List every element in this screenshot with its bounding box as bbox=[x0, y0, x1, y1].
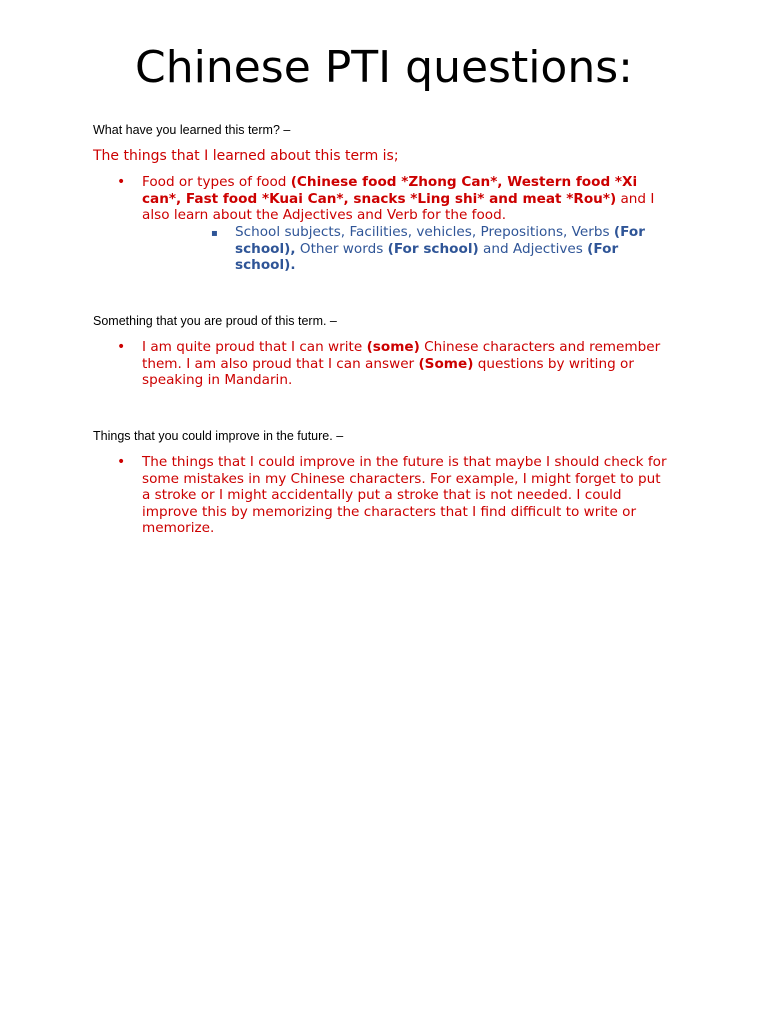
page-title: Chinese PTI questions: bbox=[135, 42, 633, 93]
bullet-marker: • bbox=[117, 174, 126, 190]
bullet-text: The things that I could improve in the future is that maybe I should check for some mistakes in my Chinese characters. For example, I might forget to put a stroke or I might accidentally put a stroke that is not needed. I could improve this by memorizing the characters that I find difficult to write or memorize. bbox=[142, 454, 667, 537]
answer-intro-learned: The things that I learned about this term is; bbox=[93, 148, 399, 164]
bullet-text: Food or types of food (Chinese food *Zhong Can*, Western food *Xi can*, Fast food *Kuai Can*, snacks *Ling shi* and meat *Rou*) and I also learn about the Adjectives and Verb for the food. bbox=[142, 174, 655, 224]
bullet-text: I am quite proud that I can write (some) Chinese characters and remember them. I am also proud that I can answer (Some) questions by writing or speaking in Mandarin. bbox=[142, 339, 661, 389]
bullet-marker: • bbox=[117, 339, 126, 355]
question-proud: Something that you are proud of this term. – bbox=[93, 314, 337, 328]
bullet-marker: • bbox=[117, 454, 126, 470]
question-improve: Things that you could improve in the future. – bbox=[93, 429, 344, 443]
question-learned: What have you learned this term? – bbox=[93, 123, 291, 137]
square-bullet-marker: ▪ bbox=[211, 228, 218, 239]
sub-bullet-text: School subjects, Facilities, vehicles, Prepositions, Verbs (For school), Other words (For school) and Adjectives (For school). bbox=[235, 224, 645, 274]
